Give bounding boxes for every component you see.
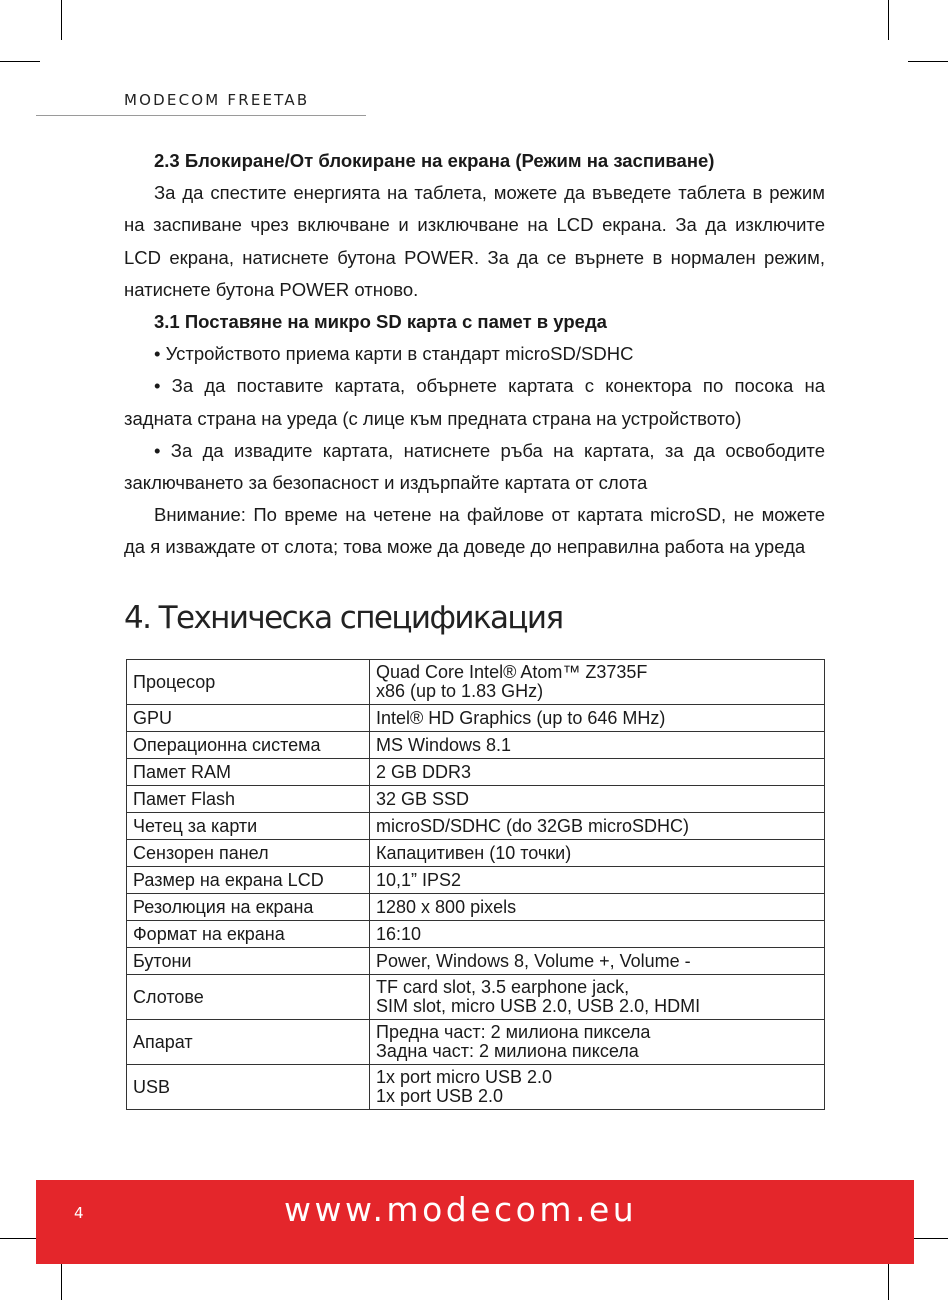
crop-mark <box>0 1238 40 1239</box>
spec-value-line: 10,1” IPS2 <box>376 869 462 890</box>
spec-value-line: 1280 x 800 pixels <box>376 896 517 917</box>
spec-row <box>127 975 825 1020</box>
spec-value <box>370 813 825 840</box>
crop-mark <box>0 61 40 62</box>
page-number: 4 <box>74 1204 84 1222</box>
spec-value-line: x86 (up to 1.83 GHz) <box>376 681 544 701</box>
spec-value-line: microSD/SDHC (do 32GB microSDHC) <box>376 815 690 836</box>
spec-key: Процесор <box>127 660 370 705</box>
spec-row <box>127 786 825 813</box>
spec-value-line: 32 GB SSD <box>376 788 470 809</box>
bullet-remove-card: • За да извадите картата, натиснете ръба на картата, за да освободите заключването за безопасност и издърпайте картата от слота <box>124 439 825 494</box>
spec-value-line: 16:10 <box>376 923 422 944</box>
spec-row <box>127 705 825 732</box>
spec-row <box>127 759 825 786</box>
spec-value <box>370 660 825 705</box>
spec-table <box>126 659 825 1110</box>
spec-row <box>127 813 825 840</box>
spec-value-line: Задна част: 2 милиона пиксела <box>376 1041 639 1061</box>
crop-mark <box>888 1260 889 1300</box>
spec-value-line: Капацитивен (10 точки) <box>376 842 572 863</box>
spec-value-line: 1x port micro USB 2.0 <box>376 1067 553 1087</box>
spec-key: Памет Flash <box>127 786 370 813</box>
spec-key: Размер на екрана LCD <box>127 867 370 894</box>
spec-value-line: Intel® HD Graphics (up to 646 MHz) <box>376 707 666 728</box>
bullet-insert-card: • За да поставите картата, обърнете картата с конектора по посока на задната страна на уреда (с лице към предната страна на устройството) <box>124 375 825 429</box>
spec-key: Сензорен панел <box>127 840 370 867</box>
spec-value <box>370 840 825 867</box>
spec-key: Операционна система <box>127 732 370 759</box>
crop-mark <box>908 1238 948 1239</box>
spec-key: Бутони <box>127 948 370 975</box>
body-text <box>124 145 825 564</box>
spec-key: Слотове <box>127 975 370 1020</box>
spec-key: GPU <box>127 705 370 732</box>
spec-row <box>127 948 825 975</box>
spec-key: Памет RAM <box>127 759 370 786</box>
spec-row <box>127 921 825 948</box>
spec-key: Апарат <box>127 1020 370 1065</box>
bullet-card-standard: • Устройството приема карти в стандарт microSD/SDHC <box>154 343 634 365</box>
spec-value-line: TF card slot, 3.5 earphone jack, <box>376 977 630 997</box>
spec-value <box>370 921 825 948</box>
spec-value <box>370 867 825 894</box>
spec-key: USB <box>127 1065 370 1110</box>
crop-mark <box>908 61 948 62</box>
spec-value <box>370 705 825 732</box>
footer-url: www.modecom.eu <box>284 1190 638 1229</box>
spec-row <box>127 840 825 867</box>
spec-value <box>370 1020 825 1065</box>
footer-bar <box>36 1180 914 1264</box>
spec-value-line: MS Windows 8.1 <box>376 734 512 755</box>
crop-mark <box>61 0 62 40</box>
spec-row <box>127 732 825 759</box>
spec-row <box>127 1065 825 1110</box>
section-heading-sd-card: 3.1 Поставяне на микро SD карта с памет в уреда <box>154 311 607 333</box>
spec-value-line: SIM slot, micro USB 2.0, USB 2.0, HDMI <box>376 996 701 1016</box>
spec-value-line: Предна част: 2 милиона пиксела <box>376 1022 651 1042</box>
spec-value <box>370 759 825 786</box>
paragraph-sleep-mode: За да спестите енергията на таблета, можете да въведете таблета в режим на заспиване чрез включване и изключване на LCD екрана. За да изключите LCD екрана, натиснете бутона POWER. За да се върнете в нормален режим, натиснете бутона POWER отново. <box>124 182 825 300</box>
header-divider <box>36 115 366 116</box>
spec-value-line: 1x port USB 2.0 <box>376 1086 504 1106</box>
section-heading-sleep-mode: 2.3 Блокиране/От блокиране на екрана (Режим на заспиване) <box>154 150 715 171</box>
spec-value <box>370 1065 825 1110</box>
warning-paragraph: Внимание: По време на четене на файлове от картата microSD, не можете да я изваждате от слота; това може да доведе до неправилна работа на уреда <box>124 504 825 558</box>
spec-row <box>127 867 825 894</box>
spec-value <box>370 975 825 1020</box>
crop-mark <box>888 0 889 40</box>
spec-key: Формат на екрана <box>127 921 370 948</box>
spec-key: Резолюция на екрана <box>127 894 370 921</box>
brand-header: MODECOM FREETAB <box>124 91 310 109</box>
spec-value-line: Quad Core Intel® Atom™ Z3735F <box>376 662 648 682</box>
spec-row <box>127 660 825 705</box>
spec-value <box>370 894 825 921</box>
spec-row <box>127 1020 825 1065</box>
spec-value <box>370 948 825 975</box>
spec-key: Четец за карти <box>127 813 370 840</box>
spec-title: 4. Техническа спецификация <box>124 600 563 636</box>
spec-value-line: Power, Windows 8, Volume +, Volume - <box>376 950 691 971</box>
spec-row <box>127 894 825 921</box>
spec-value-line: 2 GB DDR3 <box>376 761 472 782</box>
crop-mark <box>61 1260 62 1300</box>
spec-value <box>370 786 825 813</box>
spec-value <box>370 732 825 759</box>
